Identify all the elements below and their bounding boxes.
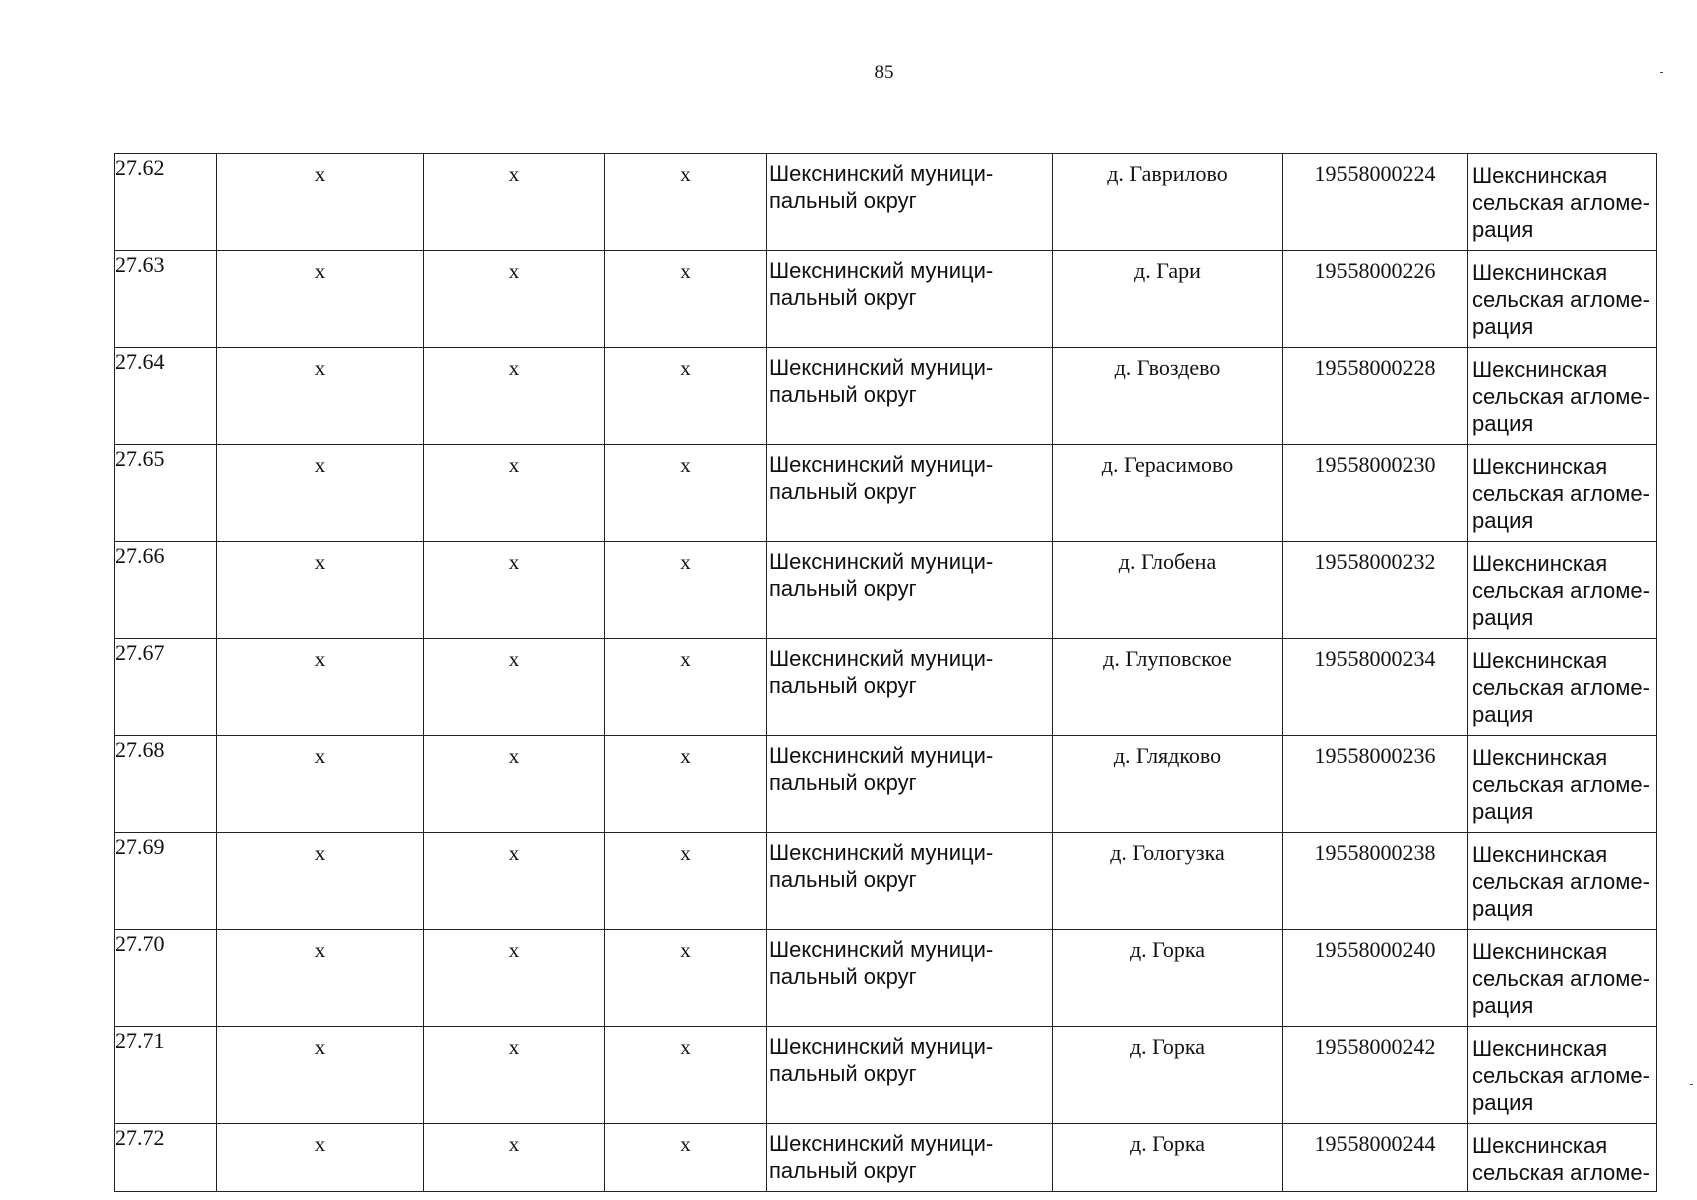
municipality-cell-text: Шекснинский муници-пальный округ xyxy=(769,1034,994,1086)
agglomeration-cell xyxy=(1468,542,1657,639)
column-2-cell xyxy=(217,348,424,445)
oktmo-code-cell xyxy=(1283,930,1468,1027)
column-2-cell xyxy=(217,251,424,348)
column-3-cell xyxy=(424,1027,605,1124)
locality-cell xyxy=(1053,251,1283,348)
column-4-cell-text: x xyxy=(680,1132,691,1156)
municipality-cell-text: Шекснинский муници-пальный округ xyxy=(769,549,994,601)
row-number-cell-text: 27.62 xyxy=(115,155,165,180)
column-2-cell-text: x xyxy=(314,1132,326,1156)
column-2-cell xyxy=(217,639,424,736)
column-2-cell xyxy=(217,833,424,930)
scan-speck xyxy=(1690,1084,1693,1085)
agglomeration-cell-text: Шекснинская сельская агломе-рация xyxy=(1472,551,1650,630)
column-4-cell xyxy=(605,833,767,930)
table-row xyxy=(115,348,1657,445)
row-number-cell xyxy=(115,348,217,445)
column-2-cell xyxy=(217,154,424,251)
row-number-cell-text: 27.64 xyxy=(115,349,165,374)
oktmo-code-cell-text: 19558000228 xyxy=(1314,355,1436,380)
oktmo-code-cell xyxy=(1283,639,1468,736)
agglomeration-cell-text: Шекснинская сельская агломе-рация xyxy=(1472,842,1650,921)
row-number-cell-text: 27.70 xyxy=(115,931,165,956)
row-number-cell xyxy=(115,251,217,348)
column-2-cell xyxy=(217,1124,424,1192)
locality-cell-text: д. Герасимово xyxy=(1101,452,1234,477)
column-3-cell xyxy=(424,348,605,445)
column-2-cell-text: x xyxy=(314,259,326,283)
agglomeration-cell-text: Шекснинская сельская агломе-рация xyxy=(1472,648,1650,727)
locality-cell-text: д. Гаврилово xyxy=(1107,161,1228,186)
agglomeration-cell-text: Шекснинская сельская агломе-рация xyxy=(1472,260,1650,339)
agglomeration-cell-text: Шекснинская сельская агломе- xyxy=(1472,1133,1650,1185)
agglomeration-cell xyxy=(1468,639,1657,736)
locality-cell xyxy=(1053,348,1283,445)
column-4-cell xyxy=(605,1124,767,1192)
locality-cell-text: д. Глобена xyxy=(1118,549,1217,574)
oktmo-code-cell xyxy=(1283,736,1468,833)
column-4-cell xyxy=(605,348,767,445)
oktmo-code-cell xyxy=(1283,542,1468,639)
oktmo-code-cell xyxy=(1283,348,1468,445)
table-body xyxy=(115,154,1657,1192)
municipality-cell-text: Шекснинский муници-пальный округ xyxy=(769,161,994,213)
column-2-cell-text: x xyxy=(314,356,326,380)
table-row xyxy=(115,833,1657,930)
column-4-cell xyxy=(605,251,767,348)
oktmo-code-cell-text: 19558000244 xyxy=(1314,1131,1436,1156)
row-number-cell-text: 27.63 xyxy=(115,252,165,277)
municipality-cell-text: Шекснинский муници-пальный округ xyxy=(769,646,994,698)
column-2-cell-text: x xyxy=(314,841,326,865)
oktmo-code-cell xyxy=(1283,445,1468,542)
table-row xyxy=(115,542,1657,639)
agglomeration-cell-text: Шекснинская сельская агломе-рация xyxy=(1472,357,1650,436)
agglomeration-cell xyxy=(1468,348,1657,445)
agglomeration-cell xyxy=(1468,736,1657,833)
agglomeration-cell xyxy=(1468,833,1657,930)
municipality-cell-text: Шекснинский муници-пальный округ xyxy=(769,355,994,407)
column-2-cell xyxy=(217,445,424,542)
municipality-cell xyxy=(767,1124,1053,1192)
column-2-cell-text: x xyxy=(314,162,326,186)
column-4-cell-text: x xyxy=(680,550,691,574)
locality-cell-text: д. Горка xyxy=(1129,1131,1206,1156)
column-2-cell-text: x xyxy=(314,938,326,962)
column-3-cell-text: x xyxy=(508,453,520,477)
column-3-cell xyxy=(424,1124,605,1192)
column-3-cell-text: x xyxy=(508,744,520,768)
column-3-cell-text: x xyxy=(508,550,520,574)
table-row xyxy=(115,930,1657,1027)
agglomeration-cell xyxy=(1468,445,1657,542)
municipality-cell-text: Шекснинский муници-пальный округ xyxy=(769,743,994,795)
settlements-table xyxy=(114,153,1657,1192)
agglomeration-cell-text: Шекснинская сельская агломе-рация xyxy=(1472,163,1650,242)
oktmo-code-cell-text: 19558000224 xyxy=(1314,161,1436,186)
column-3-cell-text: x xyxy=(508,841,520,865)
row-number-cell-text: 27.68 xyxy=(115,737,165,762)
locality-cell xyxy=(1053,445,1283,542)
agglomeration-cell-text: Шекснинская сельская агломе-рация xyxy=(1472,454,1650,533)
agglomeration-cell-text: Шекснинская сельская агломе-рация xyxy=(1472,939,1650,1018)
agglomeration-cell xyxy=(1468,154,1657,251)
column-2-cell-text: x xyxy=(314,453,326,477)
table-row xyxy=(115,251,1657,348)
oktmo-code-cell xyxy=(1283,251,1468,348)
row-number-cell xyxy=(115,930,217,1027)
column-4-cell-text: x xyxy=(680,744,691,768)
row-number-cell xyxy=(115,445,217,542)
column-4-cell-text: x xyxy=(680,841,691,865)
municipality-cell xyxy=(767,251,1053,348)
column-3-cell-text: x xyxy=(508,1132,520,1156)
oktmo-code-cell-text: 19558000230 xyxy=(1314,452,1436,477)
row-number-cell xyxy=(115,1124,217,1192)
column-2-cell xyxy=(217,930,424,1027)
agglomeration-cell-text: Шекснинская сельская агломе-рация xyxy=(1472,1036,1650,1115)
locality-cell xyxy=(1053,833,1283,930)
row-number-cell xyxy=(115,736,217,833)
locality-cell xyxy=(1053,639,1283,736)
row-number-cell-text: 27.69 xyxy=(115,834,165,859)
column-3-cell xyxy=(424,542,605,639)
table-row xyxy=(115,154,1657,251)
municipality-cell-text: Шекснинский муници-пальный округ xyxy=(769,258,994,310)
locality-cell-text: д. Гвоздево xyxy=(1114,355,1221,380)
oktmo-code-cell xyxy=(1283,154,1468,251)
municipality-cell xyxy=(767,1027,1053,1124)
municipality-cell xyxy=(767,348,1053,445)
oktmo-code-cell-text: 19558000236 xyxy=(1314,743,1436,768)
locality-cell-text: д. Горка xyxy=(1129,937,1206,962)
municipality-cell xyxy=(767,833,1053,930)
column-4-cell-text: x xyxy=(680,1035,691,1059)
locality-cell-text: д. Глуповское xyxy=(1103,646,1232,671)
oktmo-code-cell xyxy=(1283,1124,1468,1192)
locality-cell xyxy=(1053,1124,1283,1192)
column-2-cell-text: x xyxy=(314,550,326,574)
column-4-cell xyxy=(605,154,767,251)
oktmo-code-cell-text: 19558000238 xyxy=(1314,840,1436,865)
row-number-cell xyxy=(115,639,217,736)
municipality-cell xyxy=(767,930,1053,1027)
municipality-cell xyxy=(767,639,1053,736)
column-3-cell xyxy=(424,833,605,930)
column-4-cell-text: x xyxy=(680,647,691,671)
municipality-cell-text: Шекснинский муници-пальный округ xyxy=(769,937,994,989)
municipality-cell xyxy=(767,445,1053,542)
municipality-cell xyxy=(767,154,1053,251)
column-3-cell xyxy=(424,639,605,736)
column-3-cell xyxy=(424,445,605,542)
locality-cell-text: д. Гологузка xyxy=(1110,840,1225,865)
column-3-cell-text: x xyxy=(508,356,520,380)
column-3-cell-text: x xyxy=(508,647,520,671)
scan-speck xyxy=(1660,72,1663,73)
column-4-cell-text: x xyxy=(680,938,691,962)
locality-cell-text: д. Горка xyxy=(1129,1034,1206,1059)
row-number-cell-text: 27.66 xyxy=(115,543,165,568)
municipality-cell-text: Шекснинский муници-пальный округ xyxy=(769,1131,994,1183)
column-4-cell-text: x xyxy=(680,259,691,283)
locality-cell-text: д. Глядково xyxy=(1113,743,1222,768)
table-row xyxy=(115,736,1657,833)
column-4-cell xyxy=(605,930,767,1027)
column-2-cell xyxy=(217,1027,424,1124)
locality-cell xyxy=(1053,542,1283,639)
table-row xyxy=(115,445,1657,542)
locality-cell-text: д. Гари xyxy=(1134,258,1201,283)
oktmo-code-cell-text: 19558000232 xyxy=(1314,549,1436,574)
table-row xyxy=(115,1027,1657,1124)
column-4-cell-text: x xyxy=(680,162,691,186)
column-3-cell-text: x xyxy=(508,1035,520,1059)
row-number-cell xyxy=(115,1027,217,1124)
municipality-cell-text: Шекснинский муници-пальный округ xyxy=(769,840,994,892)
locality-cell xyxy=(1053,930,1283,1027)
agglomeration-cell xyxy=(1468,930,1657,1027)
agglomeration-cell xyxy=(1468,251,1657,348)
municipality-cell xyxy=(767,736,1053,833)
column-3-cell-text: x xyxy=(508,938,520,962)
row-number-cell-text: 27.71 xyxy=(115,1028,165,1053)
row-number-cell-text: 27.72 xyxy=(115,1125,165,1150)
row-number-cell xyxy=(115,542,217,639)
column-2-cell-text: x xyxy=(314,1035,326,1059)
column-4-cell-text: x xyxy=(680,453,691,477)
oktmo-code-cell xyxy=(1283,1027,1468,1124)
oktmo-code-cell-text: 19558000234 xyxy=(1314,646,1436,671)
column-3-cell xyxy=(424,154,605,251)
column-2-cell-text: x xyxy=(314,647,326,671)
row-number-cell xyxy=(115,154,217,251)
page-number: 85 xyxy=(874,62,894,83)
column-4-cell xyxy=(605,736,767,833)
row-number-cell xyxy=(115,833,217,930)
column-2-cell-text: x xyxy=(314,744,326,768)
column-4-cell xyxy=(605,542,767,639)
column-3-cell xyxy=(424,930,605,1027)
row-number-cell-text: 27.67 xyxy=(115,640,165,665)
oktmo-code-cell-text: 19558000242 xyxy=(1314,1034,1436,1059)
oktmo-code-cell xyxy=(1283,833,1468,930)
column-2-cell xyxy=(217,542,424,639)
municipality-cell-text: Шекснинский муници-пальный округ xyxy=(769,452,994,504)
locality-cell xyxy=(1053,736,1283,833)
column-4-cell xyxy=(605,1027,767,1124)
column-4-cell-text: x xyxy=(680,356,691,380)
column-3-cell-text: x xyxy=(508,259,520,283)
oktmo-code-cell-text: 19558000240 xyxy=(1314,937,1436,962)
oktmo-code-cell-text: 19558000226 xyxy=(1314,258,1436,283)
locality-cell xyxy=(1053,1027,1283,1124)
column-4-cell xyxy=(605,639,767,736)
column-3-cell xyxy=(424,251,605,348)
agglomeration-cell xyxy=(1468,1124,1657,1192)
municipality-cell xyxy=(767,542,1053,639)
table-row xyxy=(115,639,1657,736)
row-number-cell-text: 27.65 xyxy=(115,446,165,471)
table-row xyxy=(115,1124,1657,1192)
agglomeration-cell-text: Шекснинская сельская агломе-рация xyxy=(1472,745,1650,824)
column-4-cell xyxy=(605,445,767,542)
column-3-cell-text: x xyxy=(508,162,520,186)
agglomeration-cell xyxy=(1468,1027,1657,1124)
column-2-cell xyxy=(217,736,424,833)
locality-cell xyxy=(1053,154,1283,251)
column-3-cell xyxy=(424,736,605,833)
